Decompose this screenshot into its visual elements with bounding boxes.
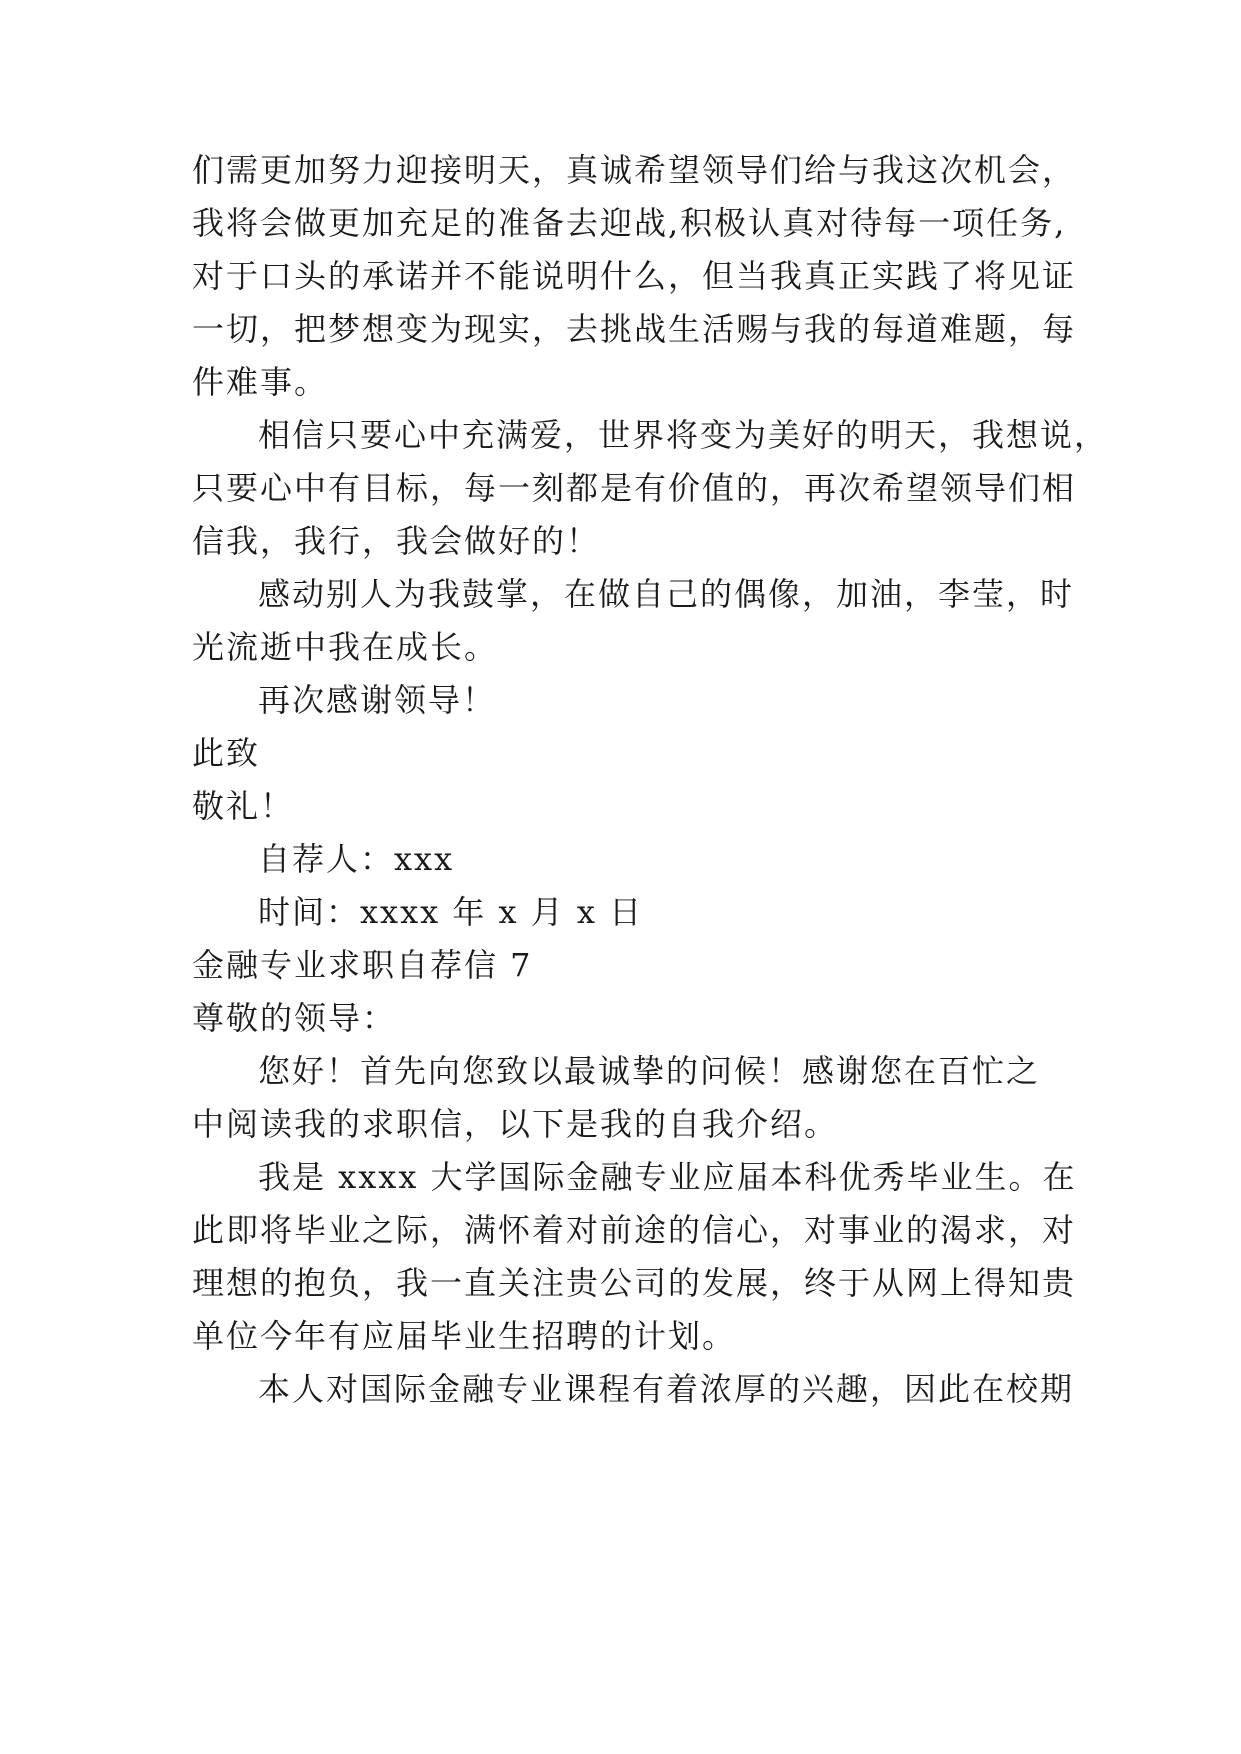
- text-line: 单位今年有应届毕业生招聘的计划。: [192, 1317, 737, 1355]
- text-line: 件难事。: [192, 363, 329, 401]
- text-line: 中阅读我的求职信，以下是我的自我介绍。: [192, 1105, 839, 1143]
- text-line: 理想的抱负，我一直关注贵公司的发展，终于从网上得知贵: [192, 1264, 1077, 1302]
- text-line: 您好！首先向您致以最诚挚的问候！感谢您在百忙之: [258, 1052, 1041, 1090]
- text-line: 本人对国际金融专业课程有着浓厚的兴趣，因此在校期: [258, 1370, 1075, 1408]
- signature-date: 时间：xxxx 年 x 月 x 日: [258, 893, 644, 931]
- text-line: 感动别人为我鼓掌，在做自己的偶像，加油，李莹，时: [258, 575, 1075, 613]
- text-line: 一切，把梦想变为现实，去挑战生活赐与我的每道难题，每: [192, 310, 1077, 348]
- text-line: 们需更加努力迎接明天，真诚希望领导们给与我这次机会，: [192, 151, 1077, 189]
- text-line: 只要心中有目标，每一刻都是有价值的，再次希望领导们相: [192, 469, 1077, 507]
- signature-name: 自荐人：xxx: [258, 840, 455, 878]
- text-line: 信我，我行，我会做好的！: [192, 522, 601, 560]
- text-line: 对于口头的承诺并不能说明什么，但当我真正实践了将见证: [192, 257, 1077, 295]
- greeting: 尊敬的领导：: [192, 999, 397, 1037]
- text-line: 再次感谢领导！: [258, 681, 497, 719]
- closing-regards: 敬礼！: [192, 787, 295, 825]
- text-line: 我是 xxxx 大学国际金融专业应届本科优秀毕业生。在: [258, 1158, 1077, 1196]
- section-title: 金融专业求职自荐信 7: [192, 946, 533, 984]
- text-line: 相信只要心中充满爱，世界将变为美好的明天，我想说，: [258, 416, 1109, 454]
- text-line: 光流逝中我在成长。: [192, 628, 499, 666]
- closing-salutation: 此致: [192, 734, 261, 772]
- text-line: 此即将毕业之际，满怀着对前途的信心，对事业的渴求，对: [192, 1211, 1077, 1249]
- text-line: 我将会做更加充足的准备去迎战,积极认真对待每一项任务,: [192, 204, 1067, 242]
